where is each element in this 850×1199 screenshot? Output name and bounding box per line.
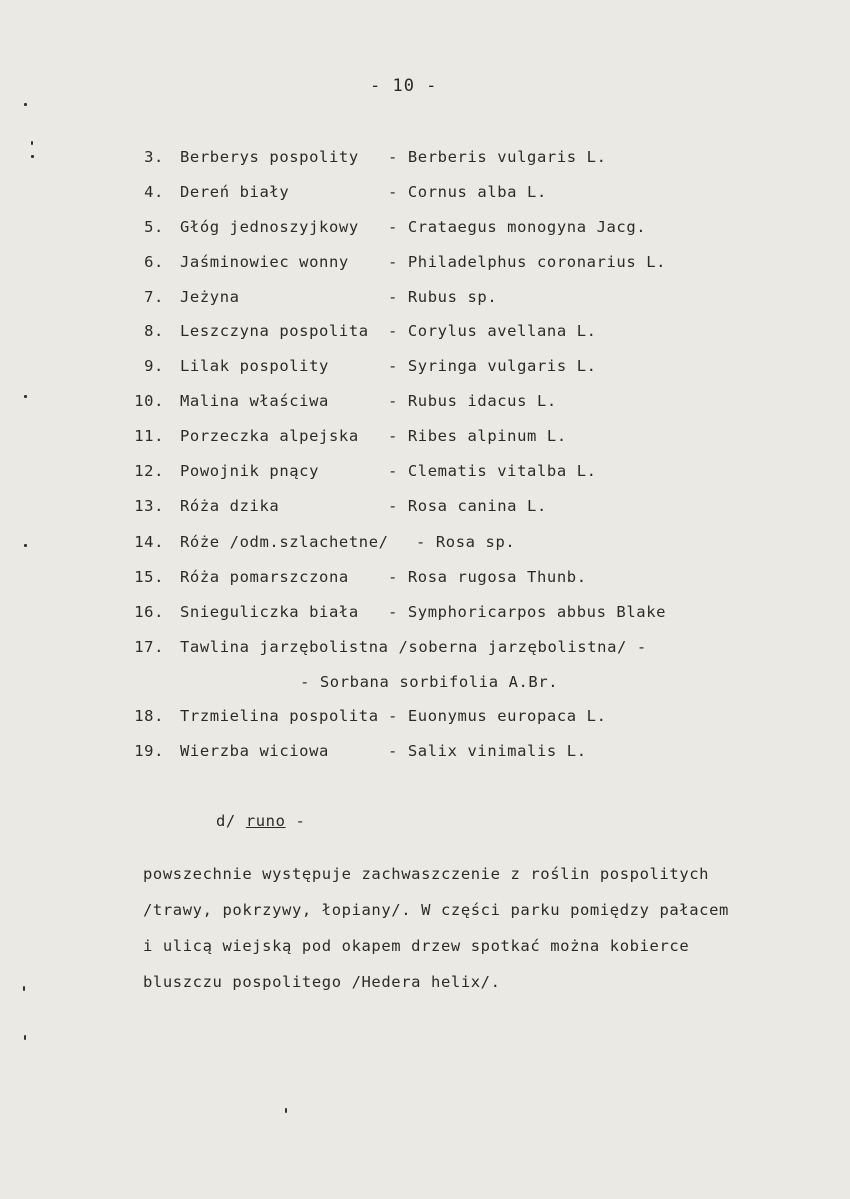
polish-name: Róża pomarszczona — [180, 568, 349, 586]
margin-mark — [24, 544, 27, 547]
latin-name: - Berberis vulgaris L. — [388, 148, 607, 166]
item-number: 4. — [144, 183, 164, 201]
polish-name: Leszczyna pospolita — [180, 322, 369, 340]
margin-mark — [24, 103, 27, 106]
item-number: 6. — [144, 253, 164, 271]
latin-name: - Euonymus europaca L. — [388, 707, 607, 725]
item-number: 3. — [144, 148, 164, 166]
margin-mark — [31, 155, 34, 158]
item-number: 10. — [134, 392, 164, 410]
margin-mark — [285, 1108, 287, 1113]
paragraph-line: /trawy, pokrzywy, łopiany/. W części parku pomiędzy pałacem — [143, 901, 729, 919]
item-number: 8. — [144, 322, 164, 340]
paragraph-line: i ulicą wiejską pod okapem drzew spotkać można kobierce — [143, 937, 690, 955]
latin-name: - Rosa canina L. — [388, 497, 547, 515]
polish-name: Róża dzika — [180, 497, 280, 515]
polish-name: Dereń biały — [180, 183, 290, 201]
latin-name: - Philadelphus coronarius L. — [388, 253, 667, 271]
latin-name: - Crataegus monogyna Jacg. — [388, 218, 647, 236]
item-number: 18. — [134, 707, 164, 725]
latin-name: - Symphoricarpos abbus Blake — [388, 603, 667, 621]
polish-name: Róże /odm.szlachetne/ — [180, 533, 389, 551]
latin-name: - Corylus avellana L. — [388, 322, 597, 340]
polish-name: Tawlina jarzębolistna /soberna jarzębolistna/ - — [180, 638, 647, 656]
latin-name: - Rosa rugosa Thunb. — [388, 568, 587, 586]
latin-name: - Clematis vitalba L. — [388, 462, 597, 480]
item-number: 12. — [134, 462, 164, 480]
paragraph-line: powszechnie występuje zachwaszczenie z roślin pospolitych — [143, 865, 710, 883]
item-number: 7. — [144, 288, 164, 306]
polish-name: Lilak pospolity — [180, 357, 329, 375]
polish-name: Porzeczka alpejska — [180, 427, 359, 445]
margin-mark — [24, 395, 27, 398]
section-heading — [216, 812, 305, 830]
polish-name: Berberys pospolity — [180, 148, 359, 166]
margin-mark — [24, 1035, 26, 1040]
polish-name: Snieguliczka biała — [180, 603, 359, 621]
item-number: 9. — [144, 357, 164, 375]
section-letter: d/ — [216, 812, 236, 830]
margin-mark — [31, 141, 33, 145]
paragraph-line: bluszczu pospolitego /Hedera helix/. — [143, 973, 501, 991]
item-number: 14. — [134, 533, 164, 551]
item-number: 13. — [134, 497, 164, 515]
latin-name: - Sorbana sorbifolia A.Br. — [300, 673, 559, 691]
polish-name: Głóg jednoszyjkowy — [180, 218, 359, 236]
latin-name: - Syringa vulgaris L. — [388, 357, 597, 375]
page-number: - 10 - — [370, 76, 438, 96]
item-number: 11. — [134, 427, 164, 445]
item-number: 19. — [134, 742, 164, 760]
latin-name: - Rubus sp. — [388, 288, 498, 306]
item-number: 17. — [134, 638, 164, 656]
polish-name: Malina właściwa — [180, 392, 329, 410]
polish-name: Jaśminowiec wonny — [180, 253, 349, 271]
latin-name: - Rubus idacus L. — [388, 392, 557, 410]
section-dash: - — [295, 812, 306, 830]
polish-name: Trzmielina pospolita — [180, 707, 379, 725]
item-number: 16. — [134, 603, 164, 621]
item-number: 15. — [134, 568, 164, 586]
section-title: runo — [245, 812, 286, 830]
polish-name: Wierzba wiciowa — [180, 742, 329, 760]
polish-name: Powojnik pnący — [180, 462, 320, 480]
paragraph — [143, 856, 823, 1000]
polish-name: Jeżyna — [180, 288, 240, 306]
latin-name: - Cornus alba L. — [388, 183, 547, 201]
latin-name: - Rosa sp. — [416, 533, 516, 551]
item-number: 5. — [144, 218, 164, 236]
margin-mark — [23, 986, 25, 991]
latin-name: - Salix vinimalis L. — [388, 742, 587, 760]
latin-name: - Ribes alpinum L. — [388, 427, 567, 445]
